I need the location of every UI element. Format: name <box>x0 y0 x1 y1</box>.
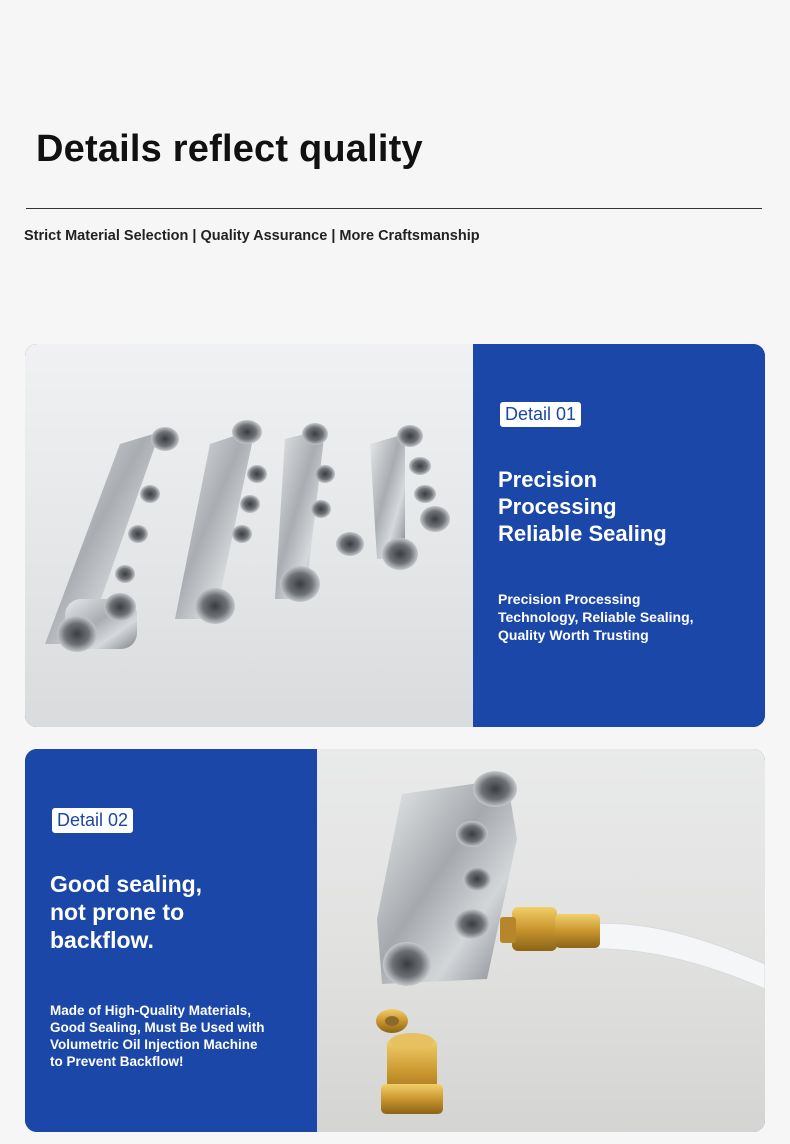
description-line: Technology, Reliable Sealing, <box>498 609 694 625</box>
heading-line: Reliable Sealing <box>498 521 667 546</box>
detail-text-panel <box>473 344 765 727</box>
product-photo-fitting <box>317 749 765 1132</box>
detail-card-02 <box>25 749 765 1132</box>
product-photo-distributors <box>25 344 473 727</box>
detail-tag: Detail 01 <box>500 402 581 427</box>
detail-heading <box>50 870 300 954</box>
heading-line: Good sealing, <box>50 871 203 897</box>
heading-line: Precision <box>498 467 598 492</box>
description-line: Precision Processing <box>498 591 641 607</box>
distributor-block-3 <box>275 423 364 602</box>
description-line: Quality Worth Trusting <box>498 627 649 643</box>
description-line: Volumetric Oil Injection Machine <box>50 1037 258 1052</box>
page-subtitle: Strict Material Selection | Quality Assurance | More Craftsmanship <box>24 228 480 244</box>
detail-text-panel <box>25 749 317 1132</box>
detail-tag: Detail 02 <box>52 808 133 833</box>
brass-fitting <box>500 907 600 951</box>
brass-ring <box>376 1009 408 1033</box>
detail-description <box>498 590 748 644</box>
distributor-block-4 <box>370 425 450 570</box>
description-line: to Prevent Backflow! <box>50 1054 184 1069</box>
distributor-block-2 <box>175 420 267 624</box>
detail-description <box>50 1002 300 1070</box>
description-line: Good Sealing, Must Be Used with <box>50 1020 265 1035</box>
description-line: Made of High-Quality Materials, <box>50 1003 252 1018</box>
brass-nut <box>381 1033 443 1114</box>
plastic-tube <box>587 923 765 989</box>
heading-line: Processing <box>498 494 617 519</box>
detail-heading <box>498 466 748 547</box>
divider <box>26 208 762 209</box>
distributor-block-1 <box>45 427 179 652</box>
distributor-block <box>377 771 517 986</box>
page-title: Details reflect quality <box>36 128 423 170</box>
heading-line: not prone to <box>50 899 185 925</box>
detail-card-01 <box>25 344 765 727</box>
heading-line: backflow. <box>50 927 154 953</box>
